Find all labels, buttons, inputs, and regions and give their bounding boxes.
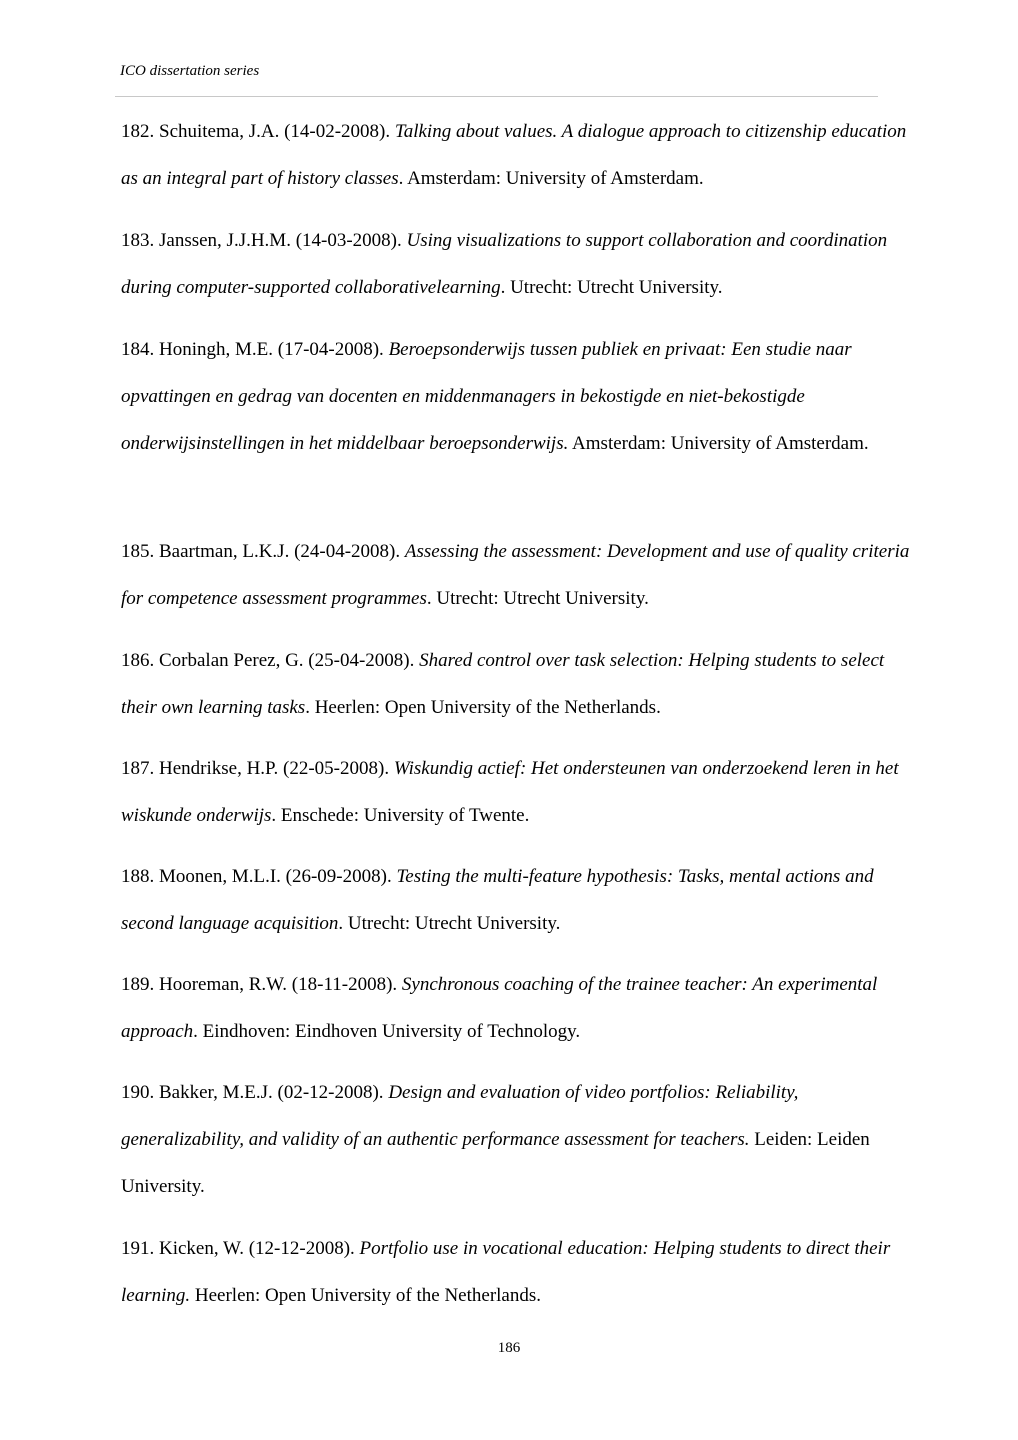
entry-publisher: . Utrecht: Utrecht University. bbox=[500, 277, 723, 299]
dissertation-entry-185 bbox=[121, 528, 911, 622]
entry-author-date: 184. Honingh, M.E. (17-04-2008). bbox=[121, 339, 389, 360]
entry-title: Synchronous coaching of the trainee teacher: An experimental approach bbox=[121, 974, 878, 1043]
entry-publisher: Heerlen: Open University of the Netherlands. bbox=[190, 1285, 542, 1307]
entry-title: Testing the multi-feature hypothesis: Tasks, mental actions and second language acquisition bbox=[121, 866, 874, 935]
entry-publisher: . Enschede: University of Twente. bbox=[271, 805, 530, 827]
entry-author-date: 187. Hendrikse, H.P. (22-05-2008). bbox=[121, 758, 394, 779]
running-header: ICO dissertation series bbox=[120, 63, 260, 79]
dissertation-entry-189 bbox=[121, 961, 911, 1055]
entry-publisher: . Amsterdam: University of Amsterdam. bbox=[398, 168, 704, 190]
entry-title: Design and evaluation of video portfolios: Reliability, generalizability, and validity of an authentic performance assessment for teachers. bbox=[121, 1082, 799, 1151]
entry-publisher: . Utrecht: Utrecht University. bbox=[426, 588, 649, 610]
entry-title: Talking about values. A dialogue approach to citizenship education as an integral part of history classes bbox=[121, 121, 907, 190]
dissertation-entry-186 bbox=[121, 637, 911, 731]
entry-publisher: . Utrecht: Utrecht University. bbox=[338, 913, 561, 935]
entry-title: Portfolio use in vocational education: Helping students to direct their learning. bbox=[121, 1238, 891, 1307]
entry-publisher: Leiden: Leiden University. bbox=[121, 1129, 870, 1198]
dissertation-entry-182 bbox=[121, 108, 911, 202]
entry-title: Assessing the assessment: Development and use of quality criteria for competence assessment programmes bbox=[121, 541, 910, 610]
entry-author-date: 183. Janssen, J.J.H.M. (14-03-2008). bbox=[121, 230, 407, 251]
entry-author-date: 190. Bakker, M.E.J. (02-12-2008). bbox=[121, 1082, 389, 1103]
entry-title: Wiskundig actief: Het ondersteunen van onderzoekend leren in het wiskunde onderwijs bbox=[121, 758, 899, 827]
dissertation-entry-184 bbox=[121, 326, 911, 468]
dissertation-entry-188 bbox=[121, 853, 911, 947]
entry-author-date: 185. Baartman, L.K.J. (24-04-2008). bbox=[121, 541, 405, 562]
dissertation-entry-187 bbox=[121, 745, 911, 839]
entry-author-date: 186. Corbalan Perez, G. (25-04-2008). bbox=[121, 650, 420, 671]
entry-author-date: 182. Schuitema, J.A. (14-02-2008). bbox=[121, 121, 395, 142]
entry-publisher: . Eindhoven: Eindhoven University of Technology. bbox=[193, 1021, 581, 1043]
entry-title: Using visualizations to support collaboration and coordination during computer-supported collaborativelearning bbox=[121, 230, 888, 299]
page-number: 186 bbox=[497, 1340, 521, 1356]
entry-author-date: 188. Moonen, M.L.I. (26-09-2008). bbox=[121, 866, 397, 887]
entry-author-date: 191. Kicken, W. (12-12-2008). bbox=[121, 1238, 360, 1259]
entry-title: Beroepsonderwijs tussen publiek en privaat: Een studie naar opvattingen en gedrag van docenten en middenmanagers in bekostigde en niet-bekostigde onderwijsinstellingen in het middelbaar beroepsonderwijs. bbox=[121, 339, 852, 455]
dissertation-entry-191 bbox=[121, 1225, 911, 1319]
header-divider bbox=[115, 96, 878, 97]
entry-author-date: 189. Hooreman, R.W. (18-11-2008). bbox=[121, 974, 402, 995]
dissertation-entry-190 bbox=[121, 1069, 911, 1211]
entry-publisher: Amsterdam: University of Amsterdam. bbox=[568, 433, 869, 455]
dissertation-entry-183 bbox=[121, 217, 911, 311]
entry-publisher: . Heerlen: Open University of the Netherlands. bbox=[305, 697, 661, 719]
entry-title: Shared control over task selection: Helping students to select their own learning tasks bbox=[121, 650, 885, 719]
